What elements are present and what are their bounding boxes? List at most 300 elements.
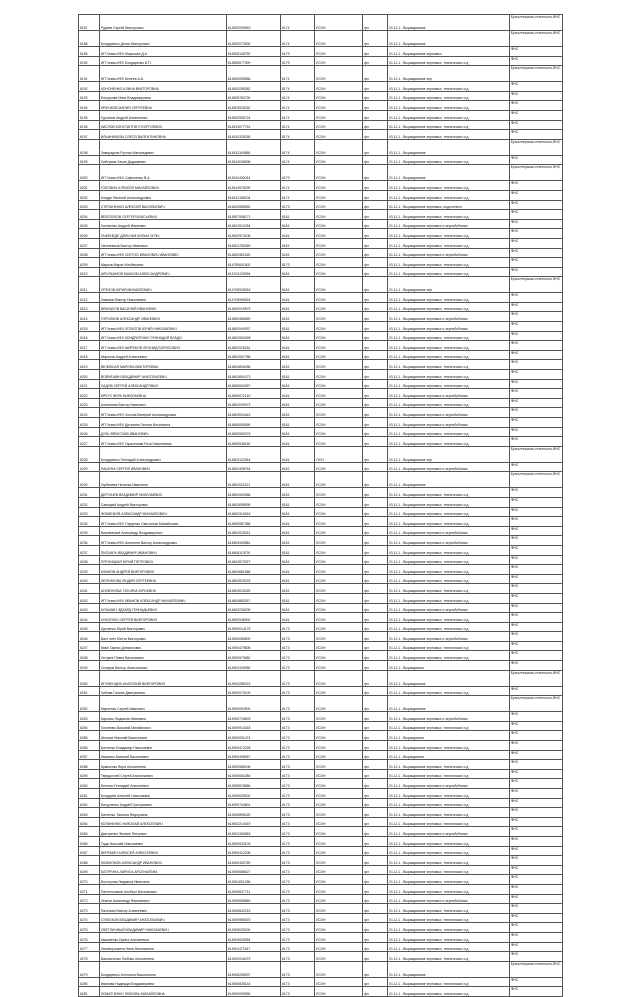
table-row	[79, 389, 563, 399]
tax-office-code: 6174	[280, 91, 314, 101]
tax-office-code: 6181	[280, 574, 314, 584]
inn-number: 614900579682	[226, 651, 280, 661]
activity-code: 01.11.1 - Выращивание зерновых, технических и д	[388, 110, 510, 120]
row-number: 6225	[79, 418, 100, 428]
activity-code: 01.11.1 - Выращивание зерновых, технических и д	[388, 293, 510, 303]
tax-office-code: 6173	[280, 741, 314, 751]
table-row	[79, 731, 563, 741]
row-number: 6229	[79, 462, 100, 472]
tax-office-code: 6181	[280, 418, 314, 428]
inn-number: 614802815378	[226, 574, 280, 584]
tax-regime: ЕСХН	[315, 210, 363, 220]
table-row	[79, 856, 563, 866]
entity-form: фл	[363, 497, 388, 507]
inn-number: 614900825144	[226, 977, 280, 987]
tax-office-code: 6173	[280, 712, 314, 722]
entity-form: фл	[363, 779, 388, 789]
source-note: ФНС	[509, 987, 562, 997]
row-number: 6250	[79, 670, 100, 686]
source-note: ФНС	[509, 613, 562, 623]
entity-form: фл	[363, 446, 388, 462]
table-row	[79, 721, 563, 731]
tax-regime: ЕСХН	[315, 942, 363, 952]
source-note: ФНС	[509, 120, 562, 130]
tax-office-code: 6181	[280, 238, 314, 248]
entity-name: ИГУМЕНЦЕВ АНАТОЛИЙ ВИКТОРОВИЧ	[99, 670, 226, 686]
table-row	[79, 331, 563, 341]
table-row	[79, 229, 563, 239]
activity-code: 01.11.1 - Выращивание зерновых, технических и д	[388, 120, 510, 130]
source-note: ФНС	[509, 210, 562, 220]
inn-number: 614802063968	[226, 488, 280, 498]
inn-number: 614900686627	[226, 865, 280, 875]
tax-office-code: 6181	[280, 219, 314, 229]
table-row	[79, 82, 563, 92]
row-number: 6190	[79, 56, 100, 66]
entity-name: Васильченко Любовь Алексеевна	[99, 952, 226, 962]
row-number: 6219	[79, 360, 100, 370]
row-number: 6245	[79, 622, 100, 632]
table-row	[79, 536, 563, 546]
entity-name: СВЕТЛИЧНЫЙ ВЛАДИМИР НИКОЛАЕВИЧ	[99, 923, 226, 933]
source-note: ФНС	[509, 370, 562, 380]
tax-office-code: 6181	[280, 229, 314, 239]
registry-rows	[79, 15, 563, 997]
entity-name: Батурченко Андрей Григорьевич	[99, 798, 226, 808]
tax-office-code: 6181	[280, 267, 314, 277]
entity-form: фл	[363, 293, 388, 303]
activity-code: 01.11.1 - Выращивание зерновых и зернобобовых	[388, 827, 510, 837]
entity-name: ИП Главы КФХ Белеев А.А.	[99, 66, 226, 82]
tax-regime: ЕСХН	[315, 56, 363, 66]
source-note: ФНС	[509, 238, 562, 248]
activity-code: 01.11.1 - Выращивание зерновых, технических и д	[388, 555, 510, 565]
tax-regime: ЕСХН	[315, 961, 363, 977]
tax-office-code: 6173	[280, 641, 314, 651]
activity-code: 01.11.1 - Выращивание зерновых, технических и д	[388, 942, 510, 952]
inn-number: 614702425994	[226, 267, 280, 277]
inn-number: 614803122544	[226, 446, 280, 462]
tax-regime: ЕСХН	[315, 181, 363, 191]
activity-code: 01.11.1 - Выращивание зерновых, технических и д	[388, 497, 510, 507]
inn-number: 614900744801	[226, 798, 280, 808]
entity-name: Гурьянов Андрей Алексеевич	[99, 110, 226, 120]
source-note: ФНС	[509, 574, 562, 584]
entity-name: Савицкий Андрей Викторович	[99, 497, 226, 507]
tax-regime: ЕСХН	[315, 827, 363, 837]
entity-name: Цупченко Юрий Викторович	[99, 622, 226, 632]
tax-regime: ЕСХН	[315, 370, 363, 380]
activity-code: 01.11.1 - Выращивание зерновых, технических и д	[388, 210, 510, 220]
tax-regime: ЕСХН	[315, 312, 363, 322]
source-note: ФНС	[509, 293, 562, 303]
entity-name: Сейтумов Хасан Дадашевич	[99, 155, 226, 165]
activity-code: 01.11.1 - Выращивание зерновых и зернобобовых	[388, 322, 510, 332]
tax-regime: ЕСХН	[315, 15, 363, 31]
entity-name: Ельсукова Инна Владимировна	[99, 91, 226, 101]
tax-office-code: 6173	[280, 817, 314, 827]
inn-number: 614900914318	[226, 721, 280, 731]
tax-office-code: 6174	[280, 130, 314, 140]
inn-number: 614505780726	[226, 91, 280, 101]
table-row	[79, 507, 563, 517]
inn-number: 614900014175	[226, 622, 280, 632]
row-number: 6224	[79, 408, 100, 418]
row-number: 6243	[79, 603, 100, 613]
entity-form: фл	[363, 15, 388, 31]
source-note: ФНС	[509, 56, 562, 66]
entity-form: фл	[363, 302, 388, 312]
tax-office-code: 6181	[280, 248, 314, 258]
entity-form: фл	[363, 350, 388, 360]
table-row	[79, 827, 563, 837]
inn-number: 614804883247	[226, 593, 280, 603]
row-number: 6210	[79, 267, 100, 277]
entity-form: фл	[363, 370, 388, 380]
source-note: ФНС	[509, 437, 562, 447]
entity-name: Бондаренко Антонина Васильевна	[99, 961, 226, 977]
row-number: 6214	[79, 312, 100, 322]
row-number: 6274	[79, 913, 100, 923]
tax-regime: ЕСХН	[315, 139, 363, 155]
tax-regime: ЕСХН	[315, 741, 363, 751]
table-row	[79, 101, 563, 111]
table-row	[79, 769, 563, 779]
tax-office-code: 6181	[280, 536, 314, 546]
entity-form: фл	[363, 488, 388, 498]
row-number: 6220	[79, 370, 100, 380]
activity-code: 01.11.1 - Выращивание зерновых и зернобобовых	[388, 894, 510, 904]
table-row	[79, 200, 563, 210]
row-number: 6216	[79, 331, 100, 341]
entity-form: фл	[363, 155, 388, 165]
source-note: Бухгалтерская отчетность,ФНС	[509, 15, 562, 31]
activity-code: 01.11.1 - Выращивание зерновых, технических и д	[388, 856, 510, 866]
activity-code: 01.11.1 - Выращивание зерновых, технических и д	[388, 82, 510, 92]
row-number: 6204	[79, 210, 100, 220]
tax-regime: ЕСХН	[315, 427, 363, 437]
tax-office-code: 6174	[280, 190, 314, 200]
source-note: ФНС	[509, 641, 562, 651]
activity-code: 01.11.1 - Выращивание зерновых, технических и д	[388, 379, 510, 389]
row-number: 6275	[79, 923, 100, 933]
table-row	[79, 219, 563, 229]
tax-regime: ЕСХН	[315, 389, 363, 399]
tax-regime: ЕСХН	[315, 875, 363, 885]
row-number: 6273	[79, 904, 100, 914]
source-note: Бухгалтерская отчетность,ФНС	[509, 472, 562, 488]
tax-regime: ЕСХН	[315, 779, 363, 789]
tax-office-code: 6181	[280, 472, 314, 488]
row-number: 6218	[79, 350, 100, 360]
entity-form: фл	[363, 875, 388, 885]
inn-number: 614802025181	[226, 341, 280, 351]
tax-regime: ЕСХН	[315, 331, 363, 341]
activity-code: 01.11.1 - Выращивание зерновых, технических и д	[388, 817, 510, 827]
tax-regime: ЕСХН	[315, 472, 363, 488]
source-note: ФНС	[509, 258, 562, 268]
table-row	[79, 574, 563, 584]
tax-regime: ЕСХН	[315, 200, 363, 210]
entity-name: Ламакин Виктор Николаевич	[99, 293, 226, 303]
table-row	[79, 91, 563, 101]
inn-number: 614900625002	[226, 789, 280, 799]
tax-regime: ЕСХН	[315, 536, 363, 546]
row-number: 6269	[79, 865, 100, 875]
inn-number: 614900092500	[226, 696, 280, 712]
tax-regime: ЕСХН	[315, 31, 363, 47]
entity-form: фл	[363, 574, 388, 584]
inn-number: 614805072140	[226, 389, 280, 399]
entity-name: Кашевенко Ирина Алексеевна	[99, 932, 226, 942]
table-row	[79, 517, 563, 527]
row-number: 6197	[79, 130, 100, 140]
inn-number: 614600351520	[226, 248, 280, 258]
entity-form: фл	[363, 322, 388, 332]
table-row	[79, 846, 563, 856]
inn-number: 616400556550	[226, 200, 280, 210]
table-row	[79, 210, 563, 220]
inn-number: 614804573327	[226, 555, 280, 565]
entity-form: фл	[363, 565, 388, 575]
source-note: Бухгалтерская отчетность,ФНС	[509, 446, 562, 462]
row-number: 6262	[79, 798, 100, 808]
source-note: ФНС	[509, 603, 562, 613]
tax-office-code: 6181	[280, 584, 314, 594]
entity-form: фл	[363, 932, 388, 942]
entity-name: Пасечкин Виктор Алексеевич	[99, 904, 226, 914]
tax-regime: ЕСХН	[315, 769, 363, 779]
source-note: ФНС	[509, 130, 562, 140]
inn-number: 614904525954	[226, 932, 280, 942]
entity-name: ЗОМАТЧЕНКО ЛЮБОВЬ МИХАЙЛОВНА	[99, 987, 226, 997]
activity-code: 01.11.1 - Выращивание	[388, 15, 510, 31]
activity-code: 01.11.1 - Выращивание зерновых, технических и д	[388, 584, 510, 594]
entity-form: фл	[363, 584, 388, 594]
tax-office-code: 6173	[280, 731, 314, 741]
row-number: 6248	[79, 651, 100, 661]
entity-name: КОЛИНЕНКО НИКОЛАЙ АЛЕКСЕЕВИЧ	[99, 817, 226, 827]
source-note: ФНС	[509, 462, 562, 472]
inn-number: 614802654273	[226, 370, 280, 380]
tax-regime: ЕСХН	[315, 593, 363, 603]
activity-code: 01.11.1 - Выращивание	[388, 696, 510, 712]
table-row	[79, 248, 563, 258]
entity-name: ИП Главы КФХ КОНДРАТЕНКО ГЕННАДИЙ ВЛАДИ	[99, 331, 226, 341]
entity-form: фл	[363, 977, 388, 987]
row-number: 6257	[79, 750, 100, 760]
entity-form: фл	[363, 712, 388, 722]
tax-regime: ЕСХН	[315, 101, 363, 111]
activity-code: 01.11.1 - Выращивание зерновых, технических и д	[388, 769, 510, 779]
entity-name: Бахтенко Татьяна Федоровна	[99, 808, 226, 818]
tax-office-code: 6173	[280, 670, 314, 686]
row-number: 6264	[79, 817, 100, 827]
entity-name: КЛИМОВ АНДРЕЙ ВИКТОРОВИЧ	[99, 565, 226, 575]
activity-code: 01.11.1 - Выращивание зерновых, технических и д	[388, 507, 510, 517]
entity-name: КОНОНЕНКО АЛИНА ВИКТОРОВНА	[99, 82, 226, 92]
row-number: 6254	[79, 721, 100, 731]
row-number: 6208	[79, 248, 100, 258]
row-number: 6270	[79, 875, 100, 885]
row-number: 6276	[79, 932, 100, 942]
activity-code: 01.11.1 - Выращивание зерновых, технических и д	[388, 846, 510, 856]
source-note: Бухгалтерская отчетность,ФНС	[509, 66, 562, 82]
inn-number: 614900412208	[226, 846, 280, 856]
source-note: ФНС	[509, 360, 562, 370]
entity-form: фл	[363, 462, 388, 472]
tax-regime: ЕСХН	[315, 267, 363, 277]
table-row	[79, 66, 563, 82]
row-number: 6247	[79, 641, 100, 651]
table-row	[79, 130, 563, 140]
inn-number: 614905208007	[226, 961, 280, 977]
activity-code: 01.11.1 - Выращивани	[388, 661, 510, 671]
tax-regime: ЕСХН	[315, 526, 363, 536]
entity-form: фл	[363, 110, 388, 120]
source-note: ФНС	[509, 331, 562, 341]
tax-regime: ЕСХН	[315, 817, 363, 827]
inn-number: 614805987368	[226, 517, 280, 527]
activity-code: 01.11.1 - Выращивание зерновых, технических и д	[388, 229, 510, 239]
activity-code: 01.11.1 - Выращивание зерновых, технических и д	[388, 130, 510, 140]
activity-code: 01.11.1 - Выращивание зерновых, технических и д	[388, 613, 510, 623]
inn-number: 614502974108	[226, 229, 280, 239]
source-note: ФНС	[509, 379, 562, 389]
tax-office-code: 6174	[280, 181, 314, 191]
table-row	[79, 836, 563, 846]
tax-office-code: 6174	[280, 110, 314, 120]
inn-number: 614805050690	[226, 418, 280, 428]
tax-office-code: 6173	[280, 721, 314, 731]
entity-form: фл	[363, 31, 388, 47]
entity-name: Горбачева Наталья Ивановна	[99, 472, 226, 488]
activity-code: 01.11.1 - Выращивание зерновых, технических и д	[388, 865, 510, 875]
tax-office-code: 6173	[280, 686, 314, 696]
inn-number: 614502595566	[226, 66, 280, 82]
tax-regime: ЕСХН	[315, 750, 363, 760]
activity-code: 01.11.1 - Выращивание зерновых, технических и д	[388, 181, 510, 191]
source-note: ФНС	[509, 47, 562, 57]
source-note: ФНС	[509, 545, 562, 555]
entity-name: Алексеева Виктор Иванович	[99, 398, 226, 408]
row-number: 6255	[79, 731, 100, 741]
table-row	[79, 865, 563, 875]
activity-code: 01.11.1 - Выращивание зерновых, технических и д	[388, 977, 510, 987]
row-number: 6238	[79, 555, 100, 565]
source-note: ФНС	[509, 267, 562, 277]
table-row	[79, 139, 563, 155]
entity-form: фл	[363, 555, 388, 565]
entity-form: фл	[363, 613, 388, 623]
entity-form: фл	[363, 398, 388, 408]
table-row	[79, 56, 563, 66]
activity-code: 01.11.1 - Выращивание зерновых, технических и д	[388, 350, 510, 360]
row-number: 6271	[79, 884, 100, 894]
activity-code: 01.11.1 - Выращивание зерновых, технических и д	[388, 808, 510, 818]
activity-code: 01.11.1 - Выращивание зерновых и зернобобовых	[388, 462, 510, 472]
entity-name: Остряга Павел Васильевич	[99, 651, 226, 661]
inn-number: 614507958171	[226, 210, 280, 220]
inn-number: 614905025200	[226, 923, 280, 933]
registry-table	[78, 14, 563, 997]
tax-regime: ЕСХН	[315, 277, 363, 293]
table-row	[79, 165, 563, 181]
activity-code: 01.11.1 - Выращивание зерновых, технических и д	[388, 91, 510, 101]
tax-regime: ЕСХН	[315, 686, 363, 696]
table-row	[79, 155, 563, 165]
entity-form: фл	[363, 913, 388, 923]
table-row	[79, 350, 563, 360]
tax-regime: ЕСХН	[315, 789, 363, 799]
entity-name: Склиров Виктор Анатольевич	[99, 661, 226, 671]
activity-code: 01.11.1 - Выращивание	[388, 31, 510, 47]
entity-form: фл	[363, 641, 388, 651]
entity-form: фл	[363, 622, 388, 632]
row-number: 6193	[79, 91, 100, 101]
tax-office-code: 6173	[280, 942, 314, 952]
table-row	[79, 418, 563, 428]
tax-office-code: 6173	[280, 808, 314, 818]
inn-number: 614803236205	[226, 603, 280, 613]
table-row	[79, 670, 563, 686]
entity-form: фл	[363, 760, 388, 770]
source-note: ФНС	[509, 827, 562, 837]
activity-code: 01.11.1 - Выращивание зерновых и зернобобовых	[388, 248, 510, 258]
source-note: ФНС	[509, 789, 562, 799]
tax-office-code: 6181	[280, 555, 314, 565]
entity-name: Бондарев Алексей Николаевич	[99, 789, 226, 799]
tax-regime: ЕСХН	[315, 856, 363, 866]
tax-regime: ЕСХН	[315, 302, 363, 312]
inn-number: 614900056800	[226, 632, 280, 642]
inn-number: 614901471167	[226, 942, 280, 952]
source-note: ФНС	[509, 302, 562, 312]
entity-name: Твердохлеб Сергей Анатольевич	[99, 769, 226, 779]
entity-form: фл	[363, 210, 388, 220]
activity-code: 01.11.1 - Выращивание	[388, 472, 510, 488]
row-number: 6266	[79, 836, 100, 846]
tax-office-code: 6173	[280, 856, 314, 866]
entity-name: ОРЕХОВ ЮРИЙ МИХАЙЛОВИЧ	[99, 277, 226, 293]
inn-number: 614705969624	[226, 293, 280, 303]
tax-office-code: 6173	[280, 789, 314, 799]
tax-office-code: 6181	[280, 517, 314, 527]
entity-form: фл	[363, 808, 388, 818]
table-row	[79, 641, 563, 651]
inn-number: 614900031474	[226, 731, 280, 741]
activity-code: 01.11.1 - Выращивание зерновых, технических и д	[388, 545, 510, 555]
table-row	[79, 817, 563, 827]
entity-form: фл	[363, 536, 388, 546]
tax-office-code: 6181	[280, 277, 314, 293]
tax-regime: ЕСХН	[315, 798, 363, 808]
row-number: 6213	[79, 302, 100, 312]
source-note: ФНС	[509, 661, 562, 671]
row-number: 6278	[79, 952, 100, 962]
table-row	[79, 267, 563, 277]
source-note: ФНС	[509, 398, 562, 408]
activity-code: 01.11.1 - Выращивание зерновых и зернобобовых	[388, 389, 510, 399]
table-row	[79, 472, 563, 488]
inn-number: 614514035608	[226, 155, 280, 165]
tax-office-code: 6181	[280, 389, 314, 399]
tax-regime: ЕСХН	[315, 670, 363, 686]
tax-office-code: 6173	[280, 632, 314, 642]
activity-code: 01.11.1 - Выращивание	[388, 139, 510, 155]
entity-name: Кирилко Людмила Ивановна	[99, 712, 226, 722]
table-row	[79, 779, 563, 789]
